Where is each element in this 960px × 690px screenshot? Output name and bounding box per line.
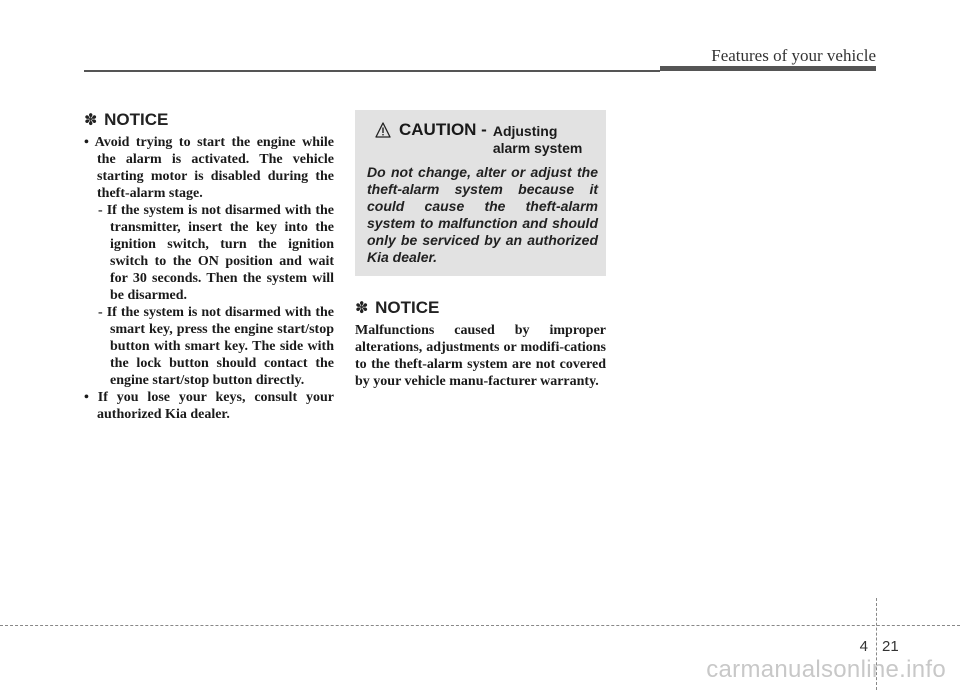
caution-label: CAUTION - <box>399 120 487 139</box>
notice-star-icon: ✽ <box>84 112 98 129</box>
notice-heading <box>84 110 334 130</box>
header-rule-accent <box>660 66 876 71</box>
watermark: carmanualsonline.info <box>706 656 946 683</box>
middle-column <box>355 110 606 390</box>
notice-heading-text: NOTICE <box>375 298 440 317</box>
caution-header <box>367 120 598 157</box>
caution-subtitle-line2: alarm system <box>492 140 583 156</box>
notice-heading-text: NOTICE <box>104 110 169 129</box>
caution-body: Do not change, alter or adjust the theft-alarm system because it could cause the theft-alarm system to malfunction and should only be serviced by an authorized Kia dealer. <box>367 164 598 265</box>
notice-sub-smart-key: - If the system is not disarmed with the smart key, press the engine start/stop button with smart key. The side with the lock button should contact the engine start/stop button directly. <box>98 305 334 388</box>
notice-heading-2 <box>355 298 606 318</box>
notice-sub-transmitter: - If the system is not disarmed with the transmitter, insert the key into the ignition switch, turn the ignition switch to the ON position and wait for 30 seconds. Then the system will be disarmed. <box>98 203 334 303</box>
page-number: 21 <box>882 638 899 655</box>
notice-warranty-text: Malfunctions caused by improper alterations, adjustments or modifi-cations to the theft-alarm system are not covered by your vehicle manu-facturer warranty. <box>355 323 606 389</box>
header-rule <box>84 70 660 72</box>
notice-star-icon: ✽ <box>355 300 369 317</box>
notice-bullet-lost-keys: • If you lose your keys, consult your authorized Kia dealer. <box>84 390 334 422</box>
warning-triangle-icon <box>375 122 391 138</box>
left-column <box>84 110 334 423</box>
notice-bullet-start-engine: • Avoid trying to start the engine while the alarm is activated. The vehicle starting motor is disabled during the theft-alarm stage. <box>84 135 334 201</box>
footer-divider <box>0 625 960 626</box>
caution-box <box>355 110 606 276</box>
chapter-number: 4 <box>859 638 868 655</box>
section-title: Features of your vehicle <box>711 46 876 65</box>
caution-subtitle <box>493 120 583 157</box>
caution-subtitle-line1: Adjusting <box>492 123 558 139</box>
